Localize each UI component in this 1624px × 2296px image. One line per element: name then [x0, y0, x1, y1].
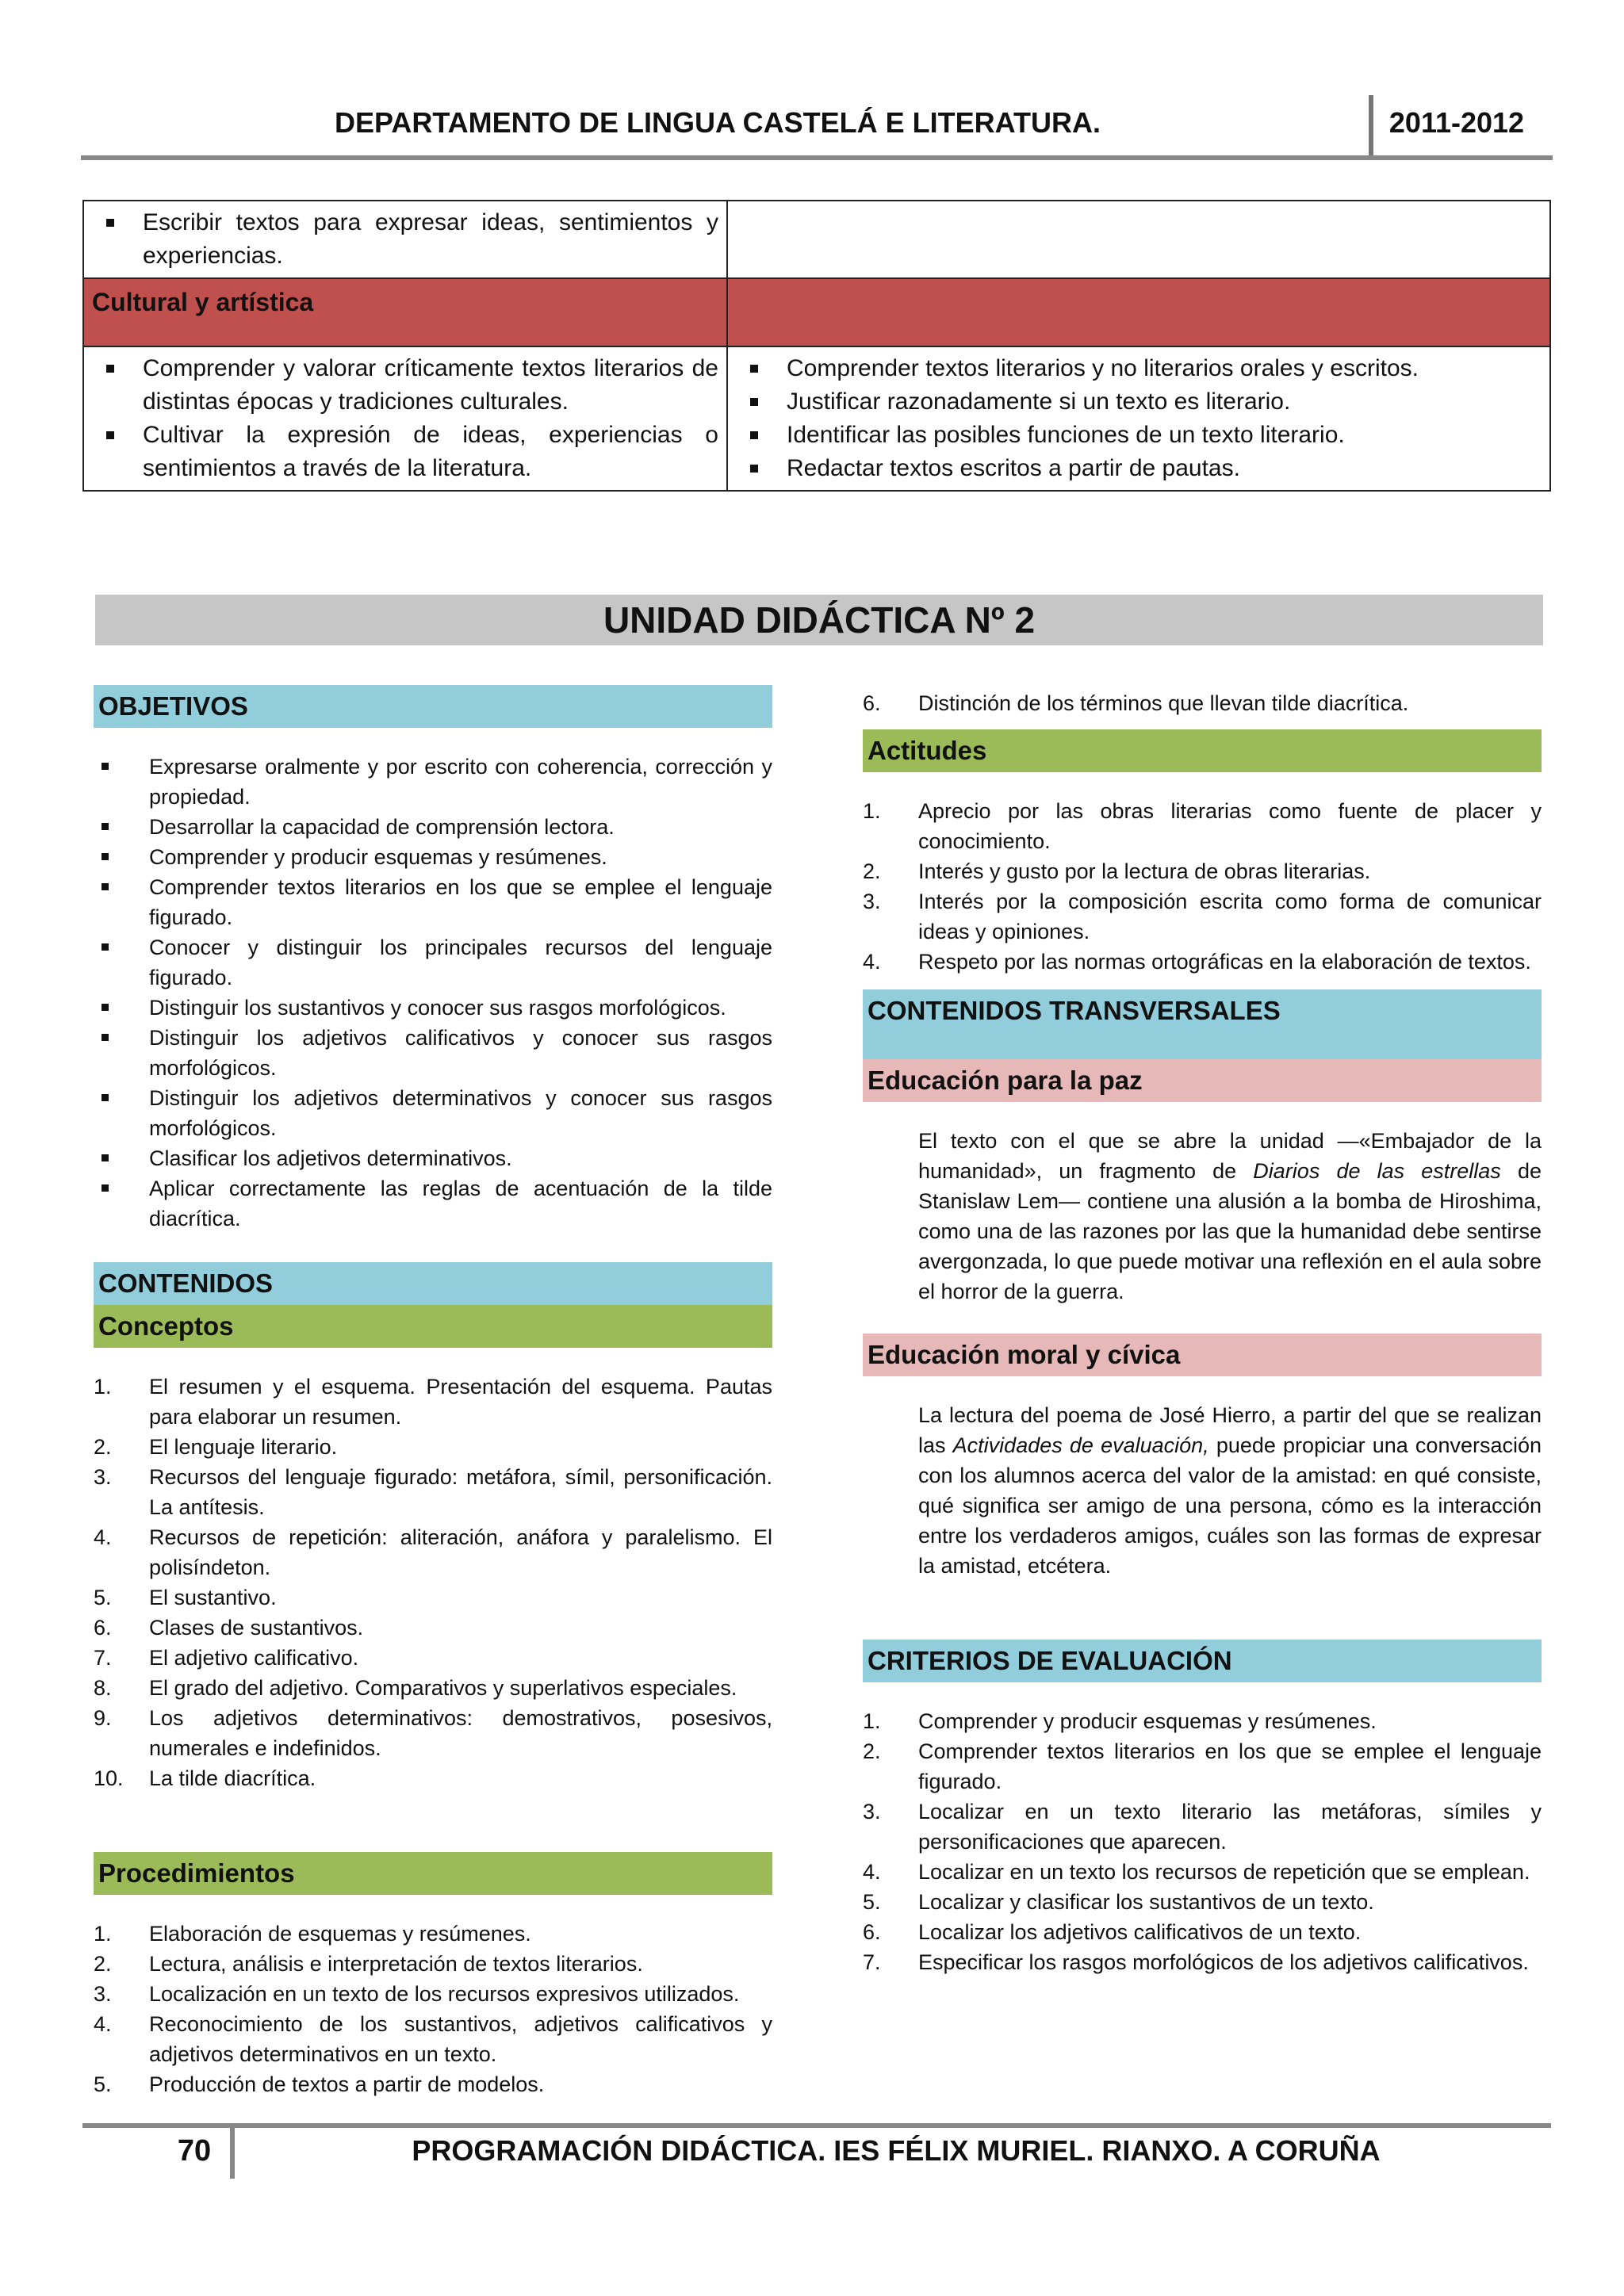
item-text: Localización en un texto de los recursos expresivos utilizados.	[149, 1982, 740, 2006]
footer-text: PROGRAMACIÓN DIDÁCTICA. IES FÉLIX MURIEL. RIANXO. A CORUÑA	[412, 2134, 1381, 2167]
list-item: Aplicar correctamente las reglas de acentuación de la tilde diacrítica.	[94, 1173, 772, 1234]
item-number: 9.	[94, 1706, 112, 1730]
item-number: 5.	[94, 1586, 112, 1609]
item-number: 4.	[94, 1525, 112, 1549]
item-text: Distinción de los términos que llevan tilde diacrítica.	[918, 691, 1409, 715]
list-item	[94, 2009, 772, 2069]
item-number: 3.	[863, 1800, 881, 1823]
moral-text-title: Actividades de evaluación,	[952, 1433, 1209, 1457]
list-item: Distinguir los sustantivos y conocer sus rasgos morfológicos.	[94, 993, 772, 1023]
item-text: Los adjetivos determinativos: demostrativos, posesivos, numerales e indefinidos.	[149, 1706, 772, 1760]
list-item	[863, 796, 1542, 856]
list-item	[863, 856, 1542, 886]
list-item: Escribir textos para expresar ideas, sentimientos y experiencias.	[92, 206, 718, 273]
list-item	[863, 1797, 1542, 1857]
item-text: El grado del adjetivo. Comparativos y superlativos especiales.	[149, 1676, 737, 1700]
objetivos-list	[94, 752, 772, 1234]
paz-text-title: Diarios de las estrellas	[1253, 1159, 1501, 1183]
list-item	[94, 1643, 772, 1673]
list-item	[94, 1613, 772, 1643]
list-item: Conocer y distinguir los principales recursos del lenguaje figurado.	[94, 932, 772, 993]
item-text: El resumen y el esquema. Presentación del esquema. Pautas para elaborar un resumen.	[149, 1375, 772, 1429]
transversales-heading: CONTENIDOS TRANSVERSALES	[863, 989, 1542, 1059]
list-item	[94, 1703, 772, 1763]
item-number: 6.	[863, 691, 881, 715]
right-column	[863, 685, 1542, 1977]
list-item	[863, 1917, 1542, 1947]
list-item: Distinguir los adjetivos calificativos y conocer sus rasgos morfológicos.	[94, 1023, 772, 1083]
left-column	[94, 685, 772, 2099]
item-number: 3.	[94, 1465, 112, 1489]
list-item	[863, 688, 1542, 718]
footer-rule	[82, 2123, 1551, 2128]
list-item	[94, 1949, 772, 1979]
list-item	[94, 1919, 772, 1949]
item-text: Reconocimiento de los sustantivos, adjetivos calificativos y adjetivos determinativos en un texto.	[149, 2012, 772, 2066]
table-cell	[83, 346, 727, 491]
list-item	[94, 1763, 772, 1793]
item-number: 6.	[94, 1616, 112, 1640]
paz-text-a: El texto con el que se abre la unidad —«Embajador de la humanidad», un fragmento de	[918, 1129, 1542, 1183]
moral-text-c: puede propiciar una conversación con los alumnos acerca del valor de la amistad: en qué consiste, qué significa ser amigo de una persona, cómo es la interacción entre los verdaderos amigos, cuáles son las formas de expresar la amistad, etcétera.	[918, 1433, 1542, 1578]
item-text: Localizar en un texto literario las metáforas, símiles y personificaciones que aparecen.	[918, 1800, 1542, 1854]
item-text: Especificar los rasgos morfológicos de los adjetivos calificativos.	[918, 1950, 1529, 1974]
conceptos-heading: Conceptos	[94, 1305, 772, 1348]
list-item	[94, 2069, 772, 2099]
item-number: 2.	[94, 1435, 112, 1459]
item-number: 5.	[863, 1890, 881, 1914]
item-text: Comprender y producir esquemas y resúmenes.	[918, 1709, 1377, 1733]
table-cell	[727, 278, 1550, 346]
item-number: 4.	[863, 950, 881, 974]
item-number: 8.	[94, 1676, 112, 1700]
item-text: Elaboración de esquemas y resúmenes.	[149, 1922, 531, 1946]
item-number: 2.	[863, 859, 881, 883]
item-number: 1.	[94, 1922, 112, 1946]
list-item: Cultivar la expresión de ideas, experiencias o sentimientos a través de la literatura.	[92, 419, 718, 485]
paz-paragraph	[863, 1126, 1542, 1307]
actitudes-heading: Actitudes	[863, 729, 1542, 772]
list-item: Justificar razonadamente si un texto es literario.	[736, 385, 1542, 419]
paz-heading: Educación para la paz	[863, 1059, 1542, 1102]
item-number: 3.	[94, 1982, 112, 2006]
item-number: 6.	[863, 1920, 881, 1944]
criterios-list	[863, 1706, 1542, 1977]
list-item	[94, 1522, 772, 1582]
item-text: El adjetivo calificativo.	[149, 1646, 359, 1670]
list-item: Desarrollar la capacidad de comprensión lectora.	[94, 812, 772, 842]
item-text: Comprender textos literarios en los que se emplee el lenguaje figurado.	[918, 1739, 1542, 1793]
item-number: 2.	[863, 1739, 881, 1763]
bullet-list	[92, 206, 718, 273]
item-number: 7.	[863, 1950, 881, 1974]
unit-title: UNIDAD DIDÁCTICA Nº 2	[95, 595, 1543, 645]
list-item	[863, 1947, 1542, 1977]
list-item: Comprender textos literarios y no literarios orales y escritos.	[736, 352, 1542, 385]
list-item	[863, 1887, 1542, 1917]
item-text: Localizar los adjetivos calificativos de un texto.	[918, 1920, 1362, 1944]
item-number: 1.	[863, 799, 881, 823]
list-item	[863, 1857, 1542, 1887]
list-item	[94, 1432, 772, 1462]
item-text: La tilde diacrítica.	[149, 1766, 316, 1790]
list-item: Clasificar los adjetivos determinativos.	[94, 1143, 772, 1173]
item-text: Clases de sustantivos.	[149, 1616, 364, 1640]
item-number: 4.	[94, 2012, 112, 2036]
item-text: Localizar en un texto los recursos de repetición que se emplean.	[918, 1860, 1530, 1884]
list-item: Redactar textos escritos a partir de pautas.	[736, 452, 1542, 485]
page-number: 70	[177, 2134, 212, 2168]
contenidos-heading: CONTENIDOS	[94, 1262, 772, 1305]
item-text: Recursos del lenguaje figurado: metáfora, símil, personificación. La antítesis.	[149, 1465, 772, 1519]
list-item	[94, 1582, 772, 1613]
item-text: Aprecio por las obras literarias como fuente de placer y conocimiento.	[918, 799, 1542, 853]
list-item	[863, 1736, 1542, 1797]
list-item: Comprender y producir esquemas y resúmenes.	[94, 842, 772, 872]
criterios-heading: CRITERIOS DE EVALUACIÓN	[863, 1640, 1542, 1682]
item-text: Interés por la composición escrita como forma de comunicar ideas y opiniones.	[918, 890, 1542, 943]
item-number: 1.	[94, 1375, 112, 1399]
list-item: Identificar las posibles funciones de un texto literario.	[736, 419, 1542, 452]
item-text: Respeto por las normas ortográficas en la elaboración de textos.	[918, 950, 1531, 974]
list-item: Expresarse oralmente y por escrito con coherencia, corrección y propiedad.	[94, 752, 772, 812]
header-year: 2011-2012	[1388, 106, 1525, 139]
table-cell	[83, 201, 727, 278]
list-item	[863, 947, 1542, 977]
procedimientos-heading: Procedimientos	[94, 1852, 772, 1895]
item-number: 1.	[863, 1709, 881, 1733]
list-item	[863, 1706, 1542, 1736]
bullet-list	[92, 352, 718, 485]
objetivos-heading: OBJETIVOS	[94, 685, 772, 728]
item-text: Recursos de repetición: aliteración, anáfora y paralelismo. El polisíndeton.	[149, 1525, 772, 1579]
table-cell	[727, 346, 1550, 491]
item-number: 10.	[94, 1766, 124, 1790]
competencias-table	[82, 200, 1551, 492]
list-item	[94, 1372, 772, 1432]
item-number: 2.	[94, 1952, 112, 1976]
moral-text-a: La lectura del poema de José Hierro, a partir del que se realizan las	[918, 1403, 1542, 1457]
section-label: Cultural y artística	[83, 278, 727, 346]
footer-divider	[230, 2128, 235, 2179]
item-text: Producción de textos a partir de modelos.	[149, 2072, 545, 2096]
conceptos-list	[94, 1372, 772, 1793]
header-rule	[81, 155, 1553, 160]
moral-heading: Educación moral y cívica	[863, 1334, 1542, 1376]
procedimientos-list	[94, 1919, 772, 2099]
table-cell	[727, 201, 1550, 278]
list-item: Comprender y valorar críticamente textos literarios de distintas épocas y tradiciones culturales.	[92, 352, 718, 419]
item-text: El sustantivo.	[149, 1586, 277, 1609]
item-text: Localizar y clasificar los sustantivos de un texto.	[918, 1890, 1374, 1914]
item-number: 3.	[863, 890, 881, 913]
item-number: 7.	[94, 1646, 112, 1670]
list-item	[94, 1462, 772, 1522]
actitudes-list	[863, 796, 1542, 977]
list-item	[94, 1673, 772, 1703]
bullet-list	[736, 352, 1542, 485]
item-number: 4.	[863, 1860, 881, 1884]
list-item: Comprender textos literarios en los que se emplee el lenguaje figurado.	[94, 872, 772, 932]
list-item	[94, 1979, 772, 2009]
paz-text-c: de Stanislaw Lem— contiene una alusión a la bomba de Hiroshima, como una de las razones por las que la humanidad debe sentirse avergonzada, lo que puede motivar una reflexión en el aula sobre el horror de la guerra.	[918, 1159, 1542, 1303]
header-title: DEPARTAMENTO DE LINGUA CASTELÁ E LITERATURA.	[335, 106, 1101, 139]
procedimientos-list-continued	[863, 688, 1542, 718]
item-text: Lectura, análisis e interpretación de textos literarios.	[149, 1952, 643, 1976]
item-number: 5.	[94, 2072, 112, 2096]
list-item: Distinguir los adjetivos determinativos y conocer sus rasgos morfológicos.	[94, 1083, 772, 1143]
item-text: Interés y gusto por la lectura de obras literarias.	[918, 859, 1371, 883]
moral-paragraph	[863, 1400, 1542, 1581]
item-text: El lenguaje literario.	[149, 1435, 338, 1459]
list-item	[863, 886, 1542, 947]
